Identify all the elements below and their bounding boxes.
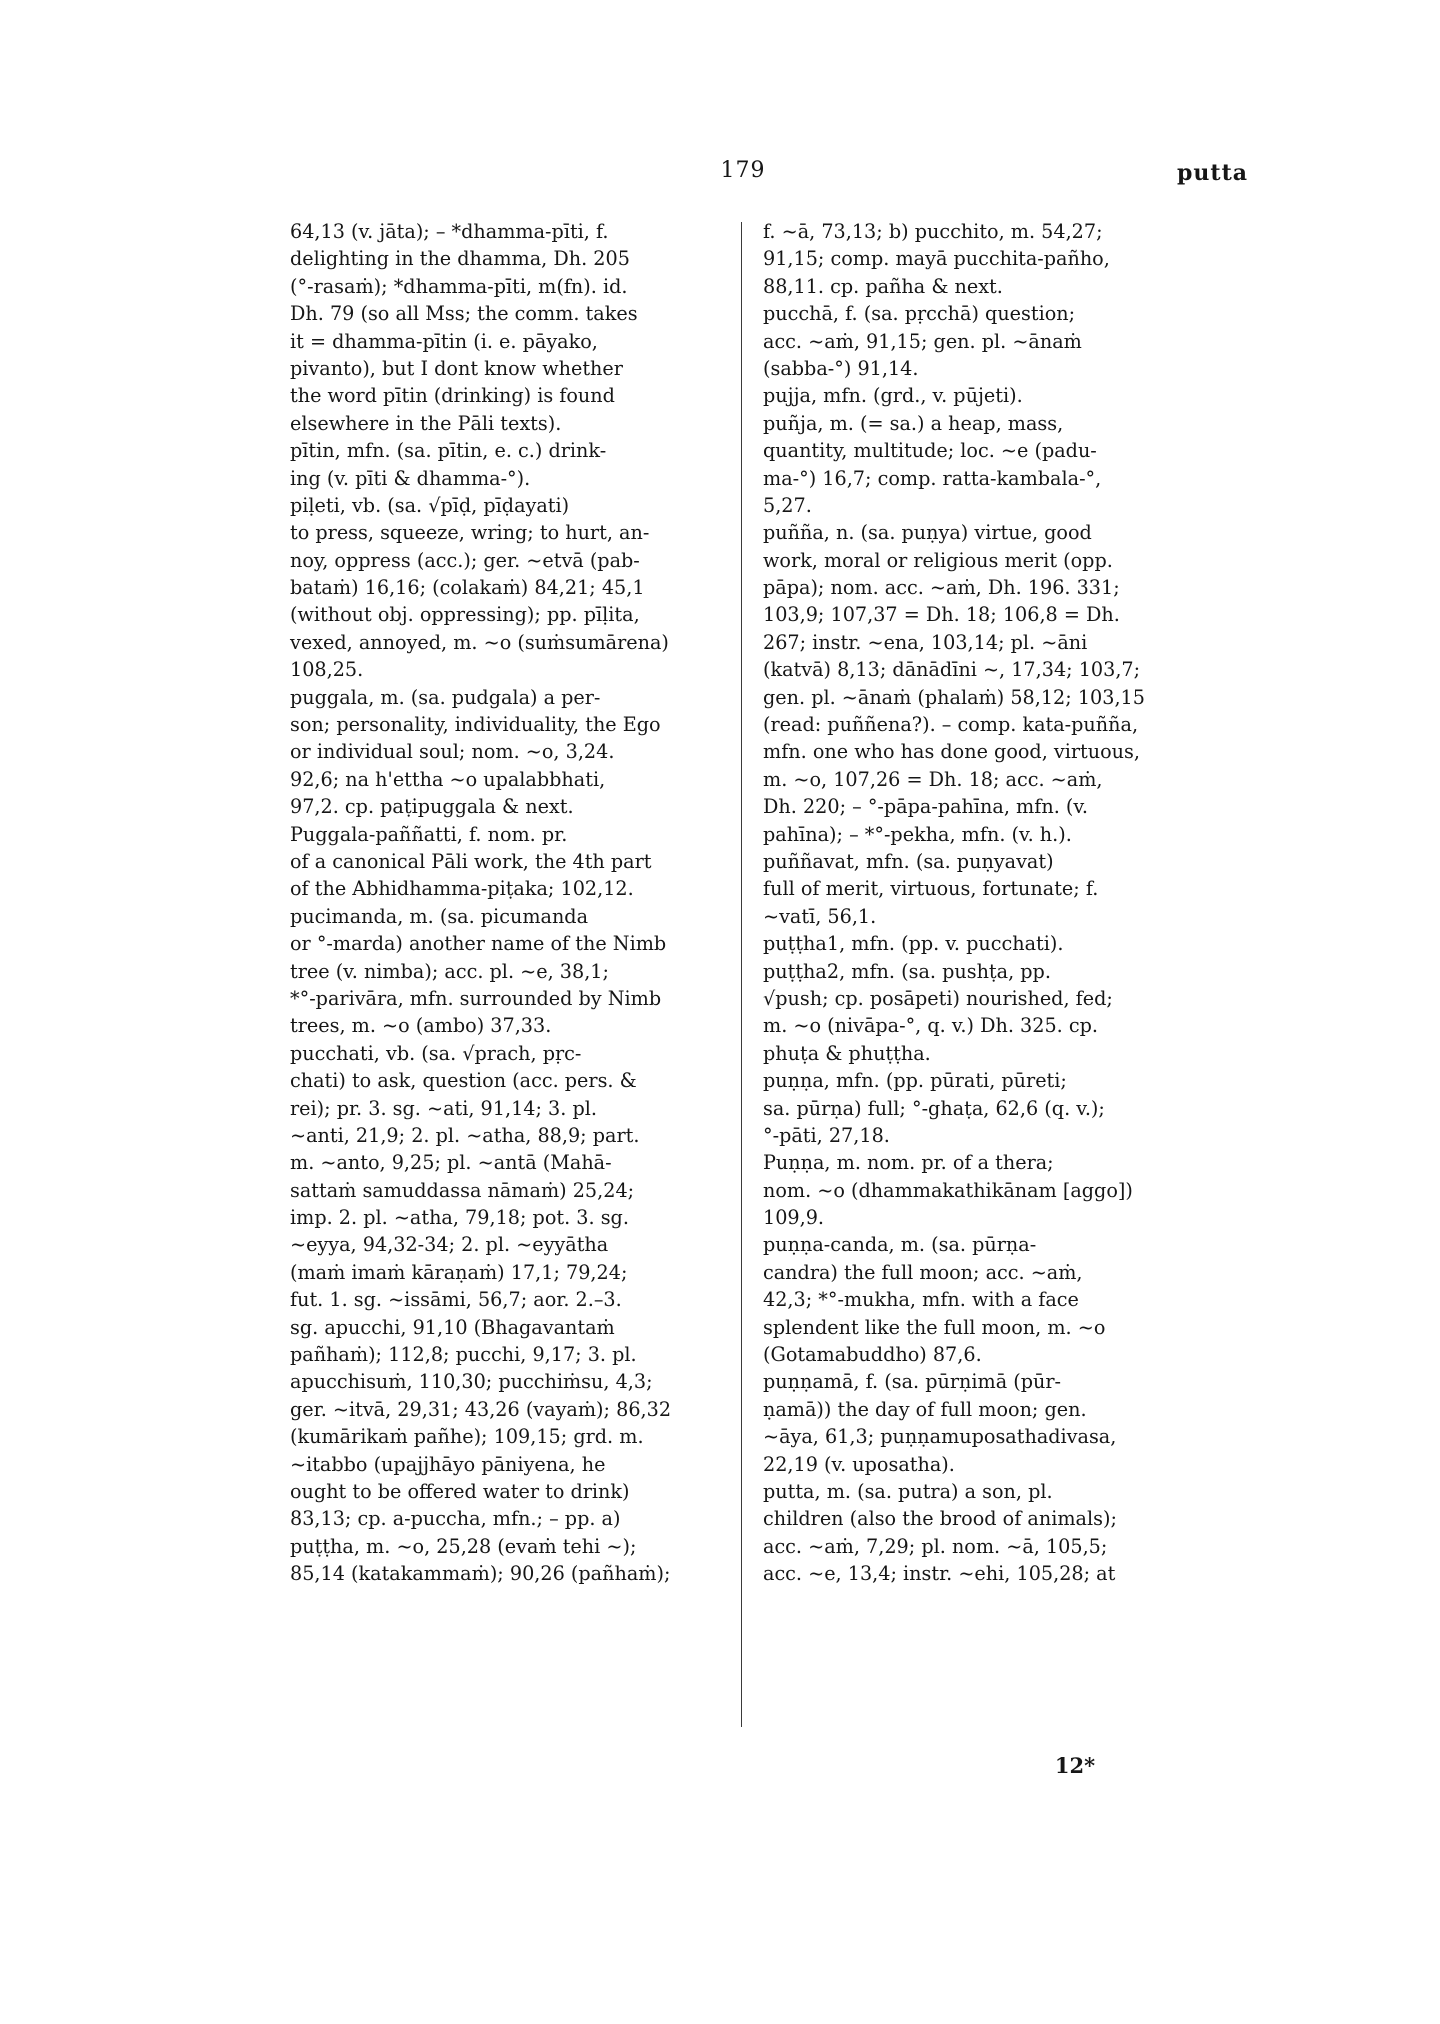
text-line: Puggala-paññatti, f. nom. pr. <box>290 822 568 846</box>
text-line: ~vatī, 56,1. <box>763 904 877 928</box>
column-divider <box>741 222 742 1727</box>
text-line: (°-rasaṁ); *dhamma-pīti, m(fn). id. <box>290 274 628 298</box>
text-line: 88,11. cp. pañha & next. <box>763 274 1003 298</box>
text-line: 22,19 (v. uposatha). <box>763 1452 955 1476</box>
page-number: 179 <box>720 158 766 183</box>
text-line: candra) the full moon; acc. ~aṁ, <box>763 1260 1083 1284</box>
text-line: pucchā, f. (sa. pṛcchā) question; <box>763 302 1076 326</box>
text-line: puñja, m. (= sa.) a heap, mass, <box>763 411 1064 435</box>
text-line: ~eyya, 94,32-34; 2. pl. ~eyyātha <box>290 1233 609 1257</box>
text-line: 108,25. <box>290 658 364 682</box>
text-line: pivanto), but I dont know whether <box>290 356 623 380</box>
signature-mark: 12* <box>1054 1753 1096 1778</box>
text-line: son; personality, individuality, the Ego <box>290 713 661 737</box>
text-line: work, moral or religious merit (opp. <box>763 548 1113 572</box>
text-line: puṭṭha1, mfn. (pp. v. pucchati). <box>763 932 1064 956</box>
text-line: Puṇṇa, m. nom. pr. of a thera; <box>763 1151 1054 1175</box>
text-line: acc. ~aṁ, 91,15; gen. pl. ~ānaṁ <box>763 329 1082 353</box>
left-column <box>290 218 765 1588</box>
text-line: puggala, m. (sa. pudgala) a per- <box>290 685 601 709</box>
text-line: 5,27. <box>763 493 812 517</box>
text-line: Dh. 220; – °-pāpa-pahīna, mfn. (v. <box>763 795 1089 819</box>
text-line: it = dhamma-pītin (i. e. pāyako, <box>290 329 598 353</box>
text-line: (read: puññena?). – comp. kata-puñña, <box>763 713 1139 737</box>
text-line: (kumārikaṁ pañhe); 109,15; grd. m. <box>290 1425 644 1449</box>
text-line: gen. pl. ~ānaṁ (phalaṁ) 58,12; 103,15 <box>763 685 1145 709</box>
text-line: chati) to ask, question (acc. pers. & <box>290 1069 637 1093</box>
running-head: putta <box>1177 160 1248 186</box>
text-line: m. ~anto, 9,25; pl. ~antā (Mahā- <box>290 1151 612 1175</box>
text-line: pucchati, vb. (sa. √prach, pṛc- <box>290 1041 582 1065</box>
text-line: elsewhere in the Pāli texts). <box>290 411 562 435</box>
text-line: of the Abhidhamma-piṭaka; 102,12. <box>290 877 634 901</box>
text-line: nom. ~o (dhammakathikānam [aggo]) <box>763 1178 1133 1202</box>
text-line: pucimanda, m. (sa. picumanda <box>290 904 589 928</box>
text-line: imp. 2. pl. ~atha, 79,18; pot. 3. sg. <box>290 1206 629 1230</box>
text-line: m. ~o, 107,26 = Dh. 18; acc. ~aṁ, <box>763 767 1103 791</box>
text-line: ~anti, 21,9; 2. pl. ~atha, 88,9; part. <box>290 1123 640 1147</box>
text-line: sa. pūrṇa) full; °-ghaṭa, 62,6 (q. v.); <box>763 1096 1105 1120</box>
text-line: acc. ~e, 13,4; instr. ~ehi, 105,28; at <box>763 1562 1116 1586</box>
text-line: Dh. 79 (so all Mss; the comm. takes <box>290 302 638 326</box>
text-line: (katvā) 8,13; dānādīni ~, 17,34; 103,7; <box>763 658 1141 682</box>
text-line: bataṁ) 16,16; (colakaṁ) 84,21; 45,1 <box>290 576 645 600</box>
text-line: pahīna); – *°-pekha, mfn. (v. h.). <box>763 822 1072 846</box>
text-line: full of merit, virtuous, fortunate; f. <box>763 877 1099 901</box>
text-line: 83,13; cp. a-puccha, mfn.; – pp. a) <box>290 1507 621 1531</box>
text-line: vexed, annoyed, m. ~o (suṁsumārena) <box>290 630 669 654</box>
text-line: 92,6; na h'ettha ~o upalabbhati, <box>290 767 606 791</box>
text-line: (without obj. oppressing); pp. pīḷita, <box>290 603 640 627</box>
text-line: °-pāti, 27,18. <box>763 1123 890 1147</box>
text-line: of a canonical Pāli work, the 4th part <box>290 849 652 873</box>
text-line: pītin, mfn. (sa. pītin, e. c.) drink- <box>290 439 607 463</box>
text-line: f. ~ā, 73,13; b) pucchito, m. 54,27; <box>763 220 1103 243</box>
text-line: sg. apucchi, 91,10 (Bhagavantaṁ <box>290 1315 615 1339</box>
text-line: or °-marda) another name of the Nimb <box>290 932 667 956</box>
text-line: puṭṭha, m. ~o, 25,28 (evaṁ tehi ~); <box>290 1534 637 1558</box>
text-line: (maṁ imaṁ kāraṇaṁ) 17,1; 79,24; <box>290 1260 628 1284</box>
text-line: to press, squeeze, wring; to hurt, an- <box>290 521 650 545</box>
text-line: rei); pr. 3. sg. ~ati, 91,14; 3. pl. <box>290 1096 597 1120</box>
text-line: 64,13 (v. jāta); – *dhamma-pīti, f. <box>290 220 609 243</box>
text-line: children (also the brood of animals); <box>763 1507 1117 1531</box>
text-line: ma-°) 16,7; comp. ratta-kambala-°, <box>763 466 1102 490</box>
text-line: ~itabbo (upajjhāyo pāniyena, he <box>290 1452 606 1476</box>
text-line: tree (v. nimba); acc. pl. ~e, 38,1; <box>290 959 609 983</box>
text-line: delighting in the dhamma, Dh. 205 <box>290 247 630 271</box>
text-line: ing (v. pīti & dhamma-°). <box>290 466 531 490</box>
text-line: fut. 1. sg. ~issāmi, 56,7; aor. 2.–3. <box>290 1288 622 1312</box>
text-line: pañhaṁ); 112,8; pucchi, 9,17; 3. pl. <box>290 1343 637 1367</box>
text-line: mfn. one who has done good, virtuous, <box>763 740 1140 764</box>
text-line: ṇamā)) the day of full moon; gen. <box>763 1397 1087 1421</box>
text-line: puṇṇa, mfn. (pp. pūrati, pūreti; <box>763 1069 1067 1093</box>
text-line: 42,3; *°-mukha, mfn. with a face <box>763 1288 1079 1312</box>
text-line: sattaṁ samuddassa nāmaṁ) 25,24; <box>290 1178 635 1202</box>
text-line: (sabba-°) 91,14. <box>763 356 919 380</box>
text-line: puṇṇamā, f. (sa. pūrṇimā (pūr- <box>763 1370 1062 1394</box>
text-line: phuṭa & phuṭṭha. <box>763 1041 931 1065</box>
text-line: puṭṭha2, mfn. (sa. pushṭa, pp. <box>763 959 1051 983</box>
text-line: trees, m. ~o (ambo) 37,33. <box>290 1014 552 1038</box>
text-line: √push; cp. posāpeti) nourished, fed; <box>763 986 1113 1010</box>
text-line: ger. ~itvā, 29,31; 43,26 (vayaṁ); 86,32 <box>290 1397 672 1421</box>
text-line: ought to be offered water to drink) <box>290 1479 630 1503</box>
text-line: 85,14 (katakammaṁ); 90,26 (pañhaṁ); <box>290 1562 671 1586</box>
text-line: or individual soul; nom. ~o, 3,24. <box>290 740 615 764</box>
text-line: noy, oppress (acc.); ger. ~etvā (pab- <box>290 548 640 572</box>
text-line: ~āya, 61,3; puṇṇamuposathadivasa, <box>763 1425 1117 1449</box>
text-line: putta, m. (sa. putra) a son, pl. <box>763 1479 1053 1503</box>
text-line: *°-parivāra, mfn. surrounded by Nimb <box>290 986 662 1010</box>
text-line: 97,2. cp. paṭipuggala & next. <box>290 795 574 819</box>
text-line: 109,9. <box>763 1206 825 1230</box>
text-line: splendent like the full moon, m. ~o <box>763 1315 1106 1339</box>
text-line: 103,9; 107,37 = Dh. 18; 106,8 = Dh. <box>763 603 1120 627</box>
text-line: (Gotamabuddho) 87,6. <box>763 1343 982 1367</box>
text-line: pujja, mfn. (grd., v. pūjeti). <box>763 384 1023 408</box>
text-line: acc. ~aṁ, 7,29; pl. nom. ~ā, 105,5; <box>763 1534 1108 1558</box>
text-line: puññavat, mfn. (sa. puṇyavat) <box>763 849 1054 873</box>
text-line: apucchisuṁ, 110,30; pucchiṁsu, 4,3; <box>290 1370 653 1394</box>
text-line: m. ~o (nivāpa-°, q. v.) Dh. 325. cp. <box>763 1014 1098 1038</box>
right-column <box>763 218 1238 1588</box>
text-line: piḷeti, vb. (sa. √pīḍ, pīḍayati) <box>290 493 570 517</box>
text-line: 91,15; comp. mayā pucchita-pañho, <box>763 247 1110 271</box>
text-line: pāpa); nom. acc. ~aṁ, Dh. 196. 331; <box>763 576 1120 600</box>
text-line: puñña, n. (sa. puṇya) virtue, good <box>763 521 1092 545</box>
text-line: puṇṇa-canda, m. (sa. pūrṇa- <box>763 1233 1037 1257</box>
text-line: 267; instr. ~ena, 103,14; pl. ~āni <box>763 630 1088 654</box>
text-line: the word pītin (drinking) is found <box>290 384 615 408</box>
text-line: quantity, multitude; loc. ~e (padu- <box>763 439 1097 463</box>
